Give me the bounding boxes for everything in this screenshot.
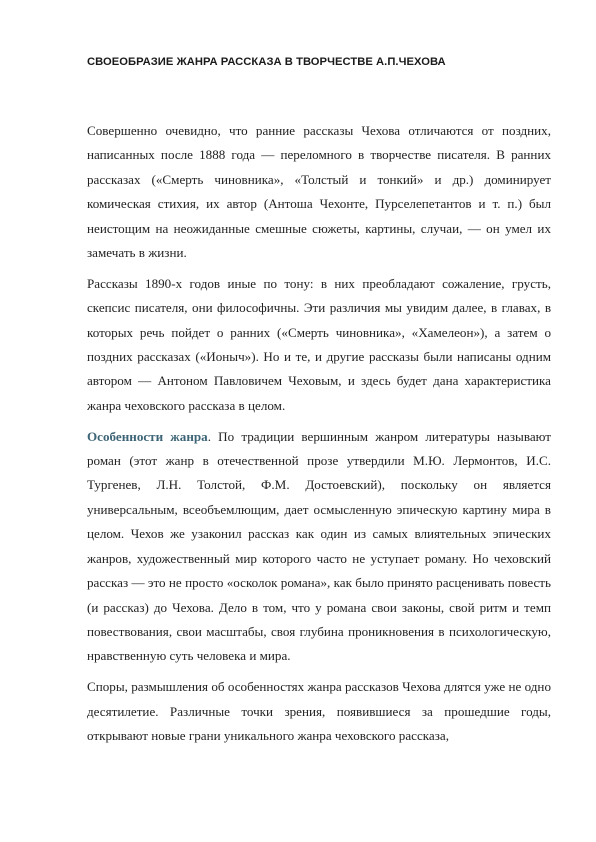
paragraph-early-stories: Совершенно очевидно, что ранние рассказы Чехова отличаются от поздних, написанных после 1888 года — переломного в творчестве писателя. В ранних рассказах («Смерть чиновника», «Толстый и тонкий» и др.) доминирует комическая стихия, их автор (Антоша Чехонте, Пурселепетантов и т. п.) был неистощим на неожиданные смешные сюжеты, картины, случаи, — он умел их замечать в жизни.	[87, 123, 551, 261]
document-title: СВОЕОБРАЗИЕ ЖАНРА РАССКАЗА В ТВОРЧЕСТВЕ А.П.ЧЕХОВА	[87, 56, 446, 68]
document-body	[87, 119, 551, 748]
genre-features-heading: Особенности жанра	[87, 428, 208, 444]
paragraph-genre-features	[87, 425, 551, 669]
paragraph-genre-debates: Споры, размышления об особенностях жанра рассказов Чехова длятся уже не одно десятилетие. Различные точки зрения, появившиеся за прошедшие годы, открывают новые грани уникального жанра чеховского рассказа,	[87, 679, 551, 743]
genre-features-text: . По традиции вершинным жанром литературы называют роман (этот жанр в отечественной прозе утвердили М.Ю. Лермонтов, И.С. Тургенев, Л.Н. Толстой, Ф.М. Достоевский), поскольку он является универсальным, всеобъемлющим, дает осмысленную эпическую картину мира в целом. Чехов же узаконил рассказ как один из самых влиятельных эпических жанров, художественный мир которого часто не уступает роману. Но чеховский рассказ — это не просто «осколок романа», как было принято расценивать повесть (и рассказ) до Чехова. Дело в том, что у романа свои законы, свой ритм и темп повествования, свои масштабы, своя глубина проникновения в психологическую, нравственную суть человека и мира.	[87, 428, 551, 664]
paragraph-late-stories: Рассказы 1890-х годов иные по тону: в них преобладают сожаление, грусть, скепсис писателя, они философичны. Эти различия мы увидим далее, в главах, в которых речь пойдет о ранних («Смерть чиновника», «Хамелеон»), а затем о поздних рассказах («Ионыч»). Но и те, и другие рассказы были написаны одним автором — Антоном Павловичем Чеховым, и здесь будет дана характеристика жанра чеховского рассказа в целом.	[87, 275, 551, 413]
